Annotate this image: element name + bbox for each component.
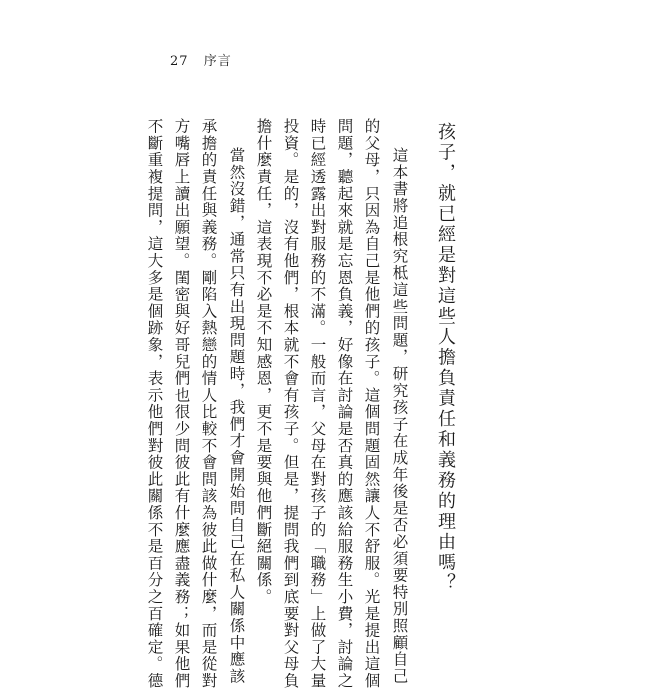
- text-column: 投資。是的，沒有他們，根本就不會有孩子。但是，提問我們到底要對父母負: [281, 118, 300, 689]
- text-column: 當然沒錯，通常只有出現問題時，我們才會開始問自己在私人關係中應該: [227, 147, 246, 685]
- text-column: 時已經透露出對服務的不滿。一般而言，父母在對孩子的「職務」上做了大量: [308, 118, 327, 689]
- text-column: 問題，聽起來就是忘恩負義，好像在討論是否真的應該給服務生小費，討論之: [335, 118, 354, 689]
- chapter-heading: 孩子，就已經是對這些人擔負責任和義務的理由嗎？: [435, 122, 456, 594]
- text-column: 擔什麼責任，這表現不必是不知感恩，更不是要與他們斷絕關係。: [254, 118, 273, 606]
- running-head: [170, 50, 232, 69]
- text-column: 承擔的責任與義務。剛陷入熱戀的情人比較不會問該為彼此做什麼，而是從對: [199, 118, 218, 689]
- section-title: 序言: [203, 54, 232, 69]
- text-column: 的父母，只因為自己是他們的孩子。這個問題固然讓人不舒服。光是提出這個: [362, 118, 381, 689]
- page-number: 27: [170, 54, 189, 69]
- text-column: 這本書將追根究柢這些問題，研究孩子在成年後是否必須要特別照顧自己: [390, 147, 409, 685]
- text-column: 不斷重複提問，這大多是個跡象，表示他們對彼此關係不是百分之百確定。德: [145, 118, 164, 689]
- text-column: 方嘴唇上讀出願望。閨密與好哥兒們也很少問彼此有什麼應盡義務；如果他們: [172, 118, 191, 689]
